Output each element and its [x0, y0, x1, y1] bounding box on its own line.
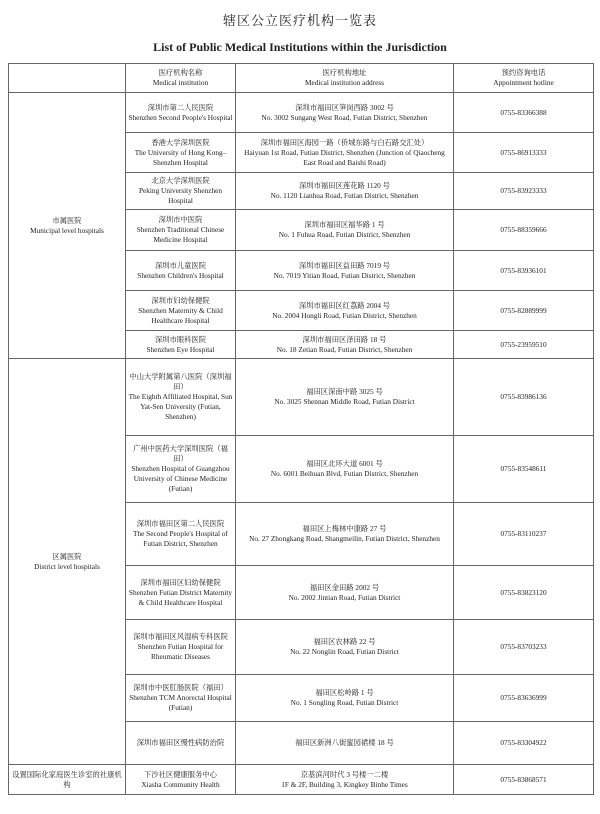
address-cell	[236, 436, 454, 503]
header-phone	[454, 64, 594, 93]
phone-cell	[454, 675, 594, 722]
address-en: 1F & 2F, Building 3, Kingkey Binhe Times	[281, 779, 408, 789]
institution-name-en: Shenzhen Hospital of Guangzhou University of Chinese Medicine (Futian)	[131, 464, 230, 493]
institution-name-zh: 深圳市妇幼保健院	[151, 295, 210, 305]
institution-name-cell	[126, 722, 236, 765]
institution-name-cell	[126, 359, 236, 436]
phone-cell	[454, 210, 594, 251]
address-en: No. 6001 Beihuan Blvd, Futian District, Shenzhen	[270, 469, 419, 478]
header-name-zh: 医疗机构名称	[158, 68, 203, 77]
institution-name-en: Shenzhen Children's Hospital	[137, 270, 224, 280]
address-cell	[236, 359, 454, 436]
address-cell	[236, 566, 454, 620]
phone-number: 0755-86913333	[500, 147, 547, 157]
institution-name-cell	[126, 566, 236, 620]
institution-name-cell	[126, 291, 236, 331]
phone-number: 0755-83366388	[500, 107, 547, 117]
institution-name-zh: 深圳市中医肛肠医院（福田）	[133, 683, 228, 692]
institution-name-cell	[126, 503, 236, 566]
header-category	[9, 64, 126, 93]
institution-name-en: Xiasha Community Health	[141, 779, 220, 789]
institution-name-zh: 深圳市福田区慢性病防治院	[136, 738, 225, 747]
phone-cell	[454, 331, 594, 359]
phone-cell	[454, 566, 594, 620]
phone-cell	[454, 93, 594, 133]
phone-cell	[454, 503, 594, 566]
institution-name-zh: 深圳市福田区妇幼保健院	[140, 577, 221, 587]
header-address	[236, 64, 454, 93]
institution-name-en: Shenzhen Eye Hospital	[146, 344, 215, 354]
institution-name-zh: 中山大学附属第八医院（深圳福田）	[129, 372, 232, 391]
phone-cell	[454, 359, 594, 436]
phone-number: 0755-83868571	[500, 774, 547, 784]
address-cell	[236, 331, 454, 359]
category-cell	[9, 359, 126, 765]
institution-name-cell	[126, 765, 236, 795]
table-header-row	[9, 64, 594, 93]
phone-cell	[454, 722, 594, 765]
address-cell	[236, 93, 454, 133]
table-row	[9, 765, 594, 795]
category-en: Municipal level hospitals	[30, 225, 104, 235]
address-zh: 深圳市福田区益田路 7019 号	[298, 260, 391, 270]
address-cell	[236, 210, 454, 251]
institution-name-en: Shenzhen Futian Hospital for Rheumatic Diseases	[137, 642, 224, 661]
institution-name-cell	[126, 331, 236, 359]
phone-number: 0755-23959510	[500, 339, 547, 349]
address-en: No. 18 Zetian Road, Futian District, Shenzhen	[276, 344, 413, 354]
header-phone-zh: 预约咨询电话	[501, 68, 546, 77]
phone-cell	[454, 133, 594, 173]
title-chinese: 辖区公立医疗机构一览表	[222, 14, 377, 29]
institution-name-en: The University of Hong Kong–Shenzhen Hospital	[134, 147, 227, 167]
phone-number: 0755-83110237	[500, 529, 547, 538]
address-cell	[236, 291, 454, 331]
header-address-zh: 医疗机构地址	[322, 68, 367, 77]
address-en: No. 22 Nonglin Road, Futian District	[290, 647, 399, 656]
address-zh: 深圳市福田区莲花路 1120 号	[299, 181, 390, 190]
phone-cell	[454, 765, 594, 795]
institution-name-zh: 深圳市福田区第二人民医院	[136, 519, 225, 528]
table-row	[9, 359, 594, 436]
institutions-table	[8, 63, 594, 795]
phone-cell	[454, 251, 594, 291]
address-cell	[236, 503, 454, 566]
address-zh: 福田区新洲八街蜜园裙楼 18 号	[295, 738, 394, 747]
address-en: No. 3025 Shennan Middle Road, Futian District	[274, 397, 415, 406]
address-cell	[236, 620, 454, 675]
institution-name-en: Shenzhen Second People's Hospital	[128, 112, 233, 122]
category-zh: 设置国际化家庭医生诊室的社康机构	[12, 769, 122, 789]
address-cell	[236, 133, 454, 173]
institution-name-zh: 北京大学深圳医院	[151, 176, 210, 185]
institution-name-cell	[126, 436, 236, 503]
address-zh: 福田区上梅林中康路 27 号	[302, 524, 387, 533]
category-zh: 区属医院	[52, 551, 82, 561]
address-cell	[236, 675, 454, 722]
institution-name-cell	[126, 210, 236, 251]
phone-number: 0755-83986136	[500, 392, 547, 401]
institution-name-cell	[126, 251, 236, 291]
address-zh: 深圳市福田区泽田路 18 号	[302, 334, 387, 344]
institution-name-zh: 深圳市儿童医院	[154, 260, 207, 270]
institution-name-cell	[126, 675, 236, 722]
institution-name-en: Shenzhen Maternity & Child Healthcare Hospital	[138, 305, 223, 325]
institution-name-zh: 深圳市中医院	[158, 215, 203, 224]
address-en: No. 1 Fuhua Road, Futian District, Shenzhen	[278, 230, 411, 239]
address-en: No. 2002 Jintian Road, Futian District	[288, 592, 401, 602]
phone-number: 0755-83823120	[500, 587, 547, 597]
address-en: No. 1 Songling Road, Futian District	[290, 698, 399, 707]
address-en: No. 3002 Sungang West Road, Futian District, Shenzhen	[261, 112, 428, 122]
address-cell	[236, 251, 454, 291]
address-zh: 深圳市福田区笋岗西路 3002 号	[295, 102, 394, 112]
phone-number: 0755-83703233	[500, 642, 547, 651]
institution-name-zh: 广州中医药大学深圳医院（福田）	[133, 444, 228, 463]
phone-number: 0755-88359666	[500, 225, 547, 234]
address-en: Haiyuan 1st Road, Futian District, Shenzhen (Junction of Qiaocheng East Road and Baishi Road)	[244, 147, 445, 167]
phone-number: 0755-82889999	[500, 305, 547, 315]
address-zh: 京基滨河时代 3 号楼一二楼	[300, 769, 389, 779]
address-cell	[236, 173, 454, 210]
address-zh: 福田区松岭路 1 号	[315, 688, 374, 697]
address-en: No. 27 Zhongkang Road, Shangmeilin, Futian District, Shenzhen	[249, 534, 440, 543]
address-zh: 深圳市福田区海园一路（侨城东路与白石路交汇处）	[260, 137, 429, 147]
address-zh: 深圳市福田区福华路 1 号	[304, 220, 385, 229]
institution-name-en: Shenzhen TCM Anorectal Hospital (Futian)	[129, 693, 232, 712]
address-en: No. 1120 Lianhua Road, Futian District, Shenzhen	[270, 191, 419, 200]
address-cell	[236, 722, 454, 765]
institution-name-en: Shenzhen Traditional Chinese Medicine Hospital	[136, 225, 225, 244]
header-name-en: Medical institution	[152, 78, 209, 87]
institution-name-cell	[126, 173, 236, 210]
table-row	[9, 93, 594, 133]
institution-name-en: The Second People's Hospital of Futian District, Shenzhen	[133, 529, 228, 548]
address-zh: 福田区农林路 22 号	[313, 637, 376, 646]
institution-name-zh: 香港大学深圳医院	[151, 137, 210, 147]
address-zh: 深圳市福田区红荔路 2004 号	[298, 300, 391, 310]
institution-name-zh: 深圳市福田区风湿病专科医院	[133, 632, 228, 641]
address-en: No. 2004 Hongli Road, Futian District, Shenzhen	[272, 310, 417, 320]
institution-name-cell	[126, 620, 236, 675]
phone-number: 0755-83304922	[500, 738, 547, 747]
phone-number: 0755-83923333	[500, 186, 547, 195]
address-zh: 福田区深南中路 3025 号	[306, 387, 383, 396]
address-zh: 福田区北环大道 6001 号	[306, 459, 383, 468]
institution-name-en: Shenzhen Futian District Maternity & Child Healthcare Hospital	[128, 587, 233, 607]
category-zh: 市属医院	[52, 215, 82, 225]
phone-cell	[454, 620, 594, 675]
phone-cell	[454, 173, 594, 210]
title-english: List of Public Medical Institutions within the Jurisdiction	[153, 40, 447, 54]
institution-name-en: Peking University Shenzhen Hospital	[138, 186, 223, 205]
phone-cell	[454, 291, 594, 331]
institution-name-cell	[126, 133, 236, 173]
header-phone-en: Appointment hotline	[493, 78, 554, 87]
institution-name-zh: 下沙社区健康服务中心	[144, 769, 217, 779]
phone-cell	[454, 436, 594, 503]
address-en: No. 7019 Yitian Road, Futian District, Shenzhen	[273, 270, 416, 280]
category-cell	[9, 765, 126, 795]
institution-name-cell	[126, 93, 236, 133]
phone-number: 0755-83936101	[500, 265, 547, 275]
header-name	[126, 64, 236, 93]
phone-number: 0755-83636999	[500, 693, 547, 702]
header-address-en: Medical institution address	[304, 78, 385, 87]
category-en: District level hospitals	[34, 561, 100, 571]
category-cell	[9, 93, 126, 359]
institution-name-zh: 深圳市眼科医院	[154, 334, 207, 344]
address-zh: 福田区金田路 2002 号	[309, 582, 380, 592]
phone-number: 0755-83548611	[500, 464, 547, 473]
institution-name-en: The Eighth Affiliated Hospital, Sun Yat-Sen University (Futian, Shenzhen)	[128, 392, 233, 421]
institution-name-zh: 深圳市第二人民医院	[147, 102, 214, 112]
address-cell	[236, 765, 454, 795]
